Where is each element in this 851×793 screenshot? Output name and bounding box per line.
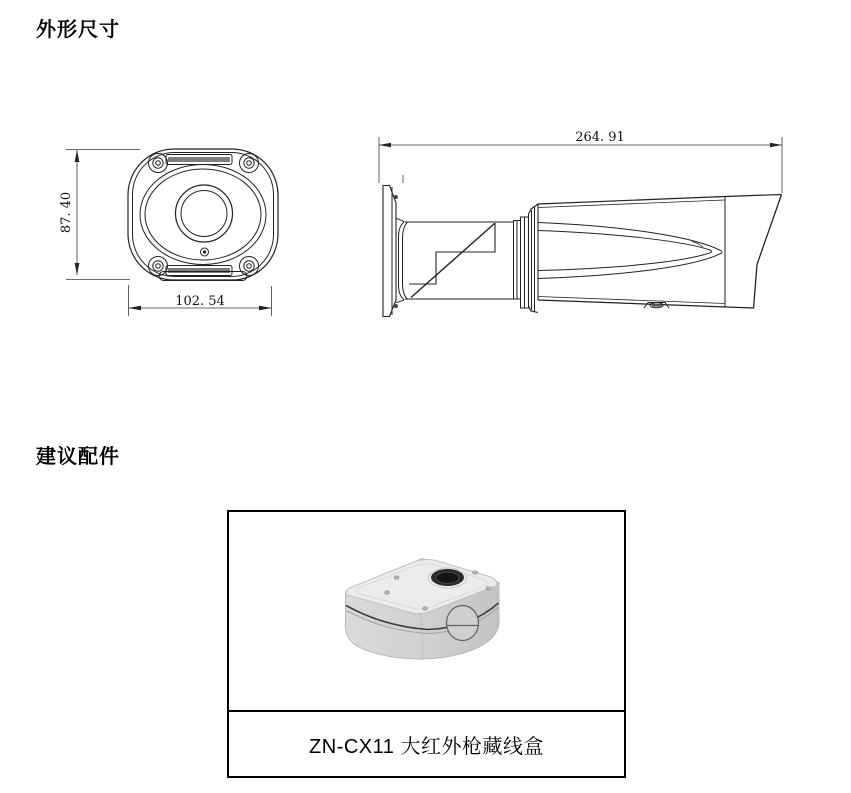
dimension-length — [379, 137, 782, 193]
bracket-arm — [405, 222, 514, 299]
front-view — [59, 149, 278, 316]
lens-circle — [176, 185, 233, 242]
dimension-height — [66, 150, 140, 280]
dimension-drawing — [0, 100, 851, 345]
length-dimension-label: 264. 91 — [575, 130, 625, 145]
junction-box-image — [327, 549, 527, 673]
accessory-photo — [229, 512, 624, 710]
joint-knuckle — [514, 217, 529, 308]
section-title-dimensions: 外形尺寸 — [36, 19, 120, 41]
camera-body — [538, 195, 782, 309]
bracket-tabs — [159, 155, 247, 281]
dimension-drawing-svg — [0, 100, 851, 345]
mount-ear-screws — [149, 154, 259, 276]
height-dimension-label: 87. 40 — [59, 191, 74, 234]
accessory-card — [227, 510, 626, 778]
width-dimension-label: 102. 54 — [175, 294, 225, 309]
box-knockout — [446, 606, 478, 641]
side-view — [379, 130, 782, 317]
wall-plate — [383, 186, 398, 317]
body-front-ring — [529, 204, 539, 313]
mount-flange — [396, 219, 408, 303]
accessory-product-label: ZN-CX11 大红外枪藏线盒 — [229, 710, 624, 776]
section-title-accessories: 建议配件 — [36, 446, 120, 468]
